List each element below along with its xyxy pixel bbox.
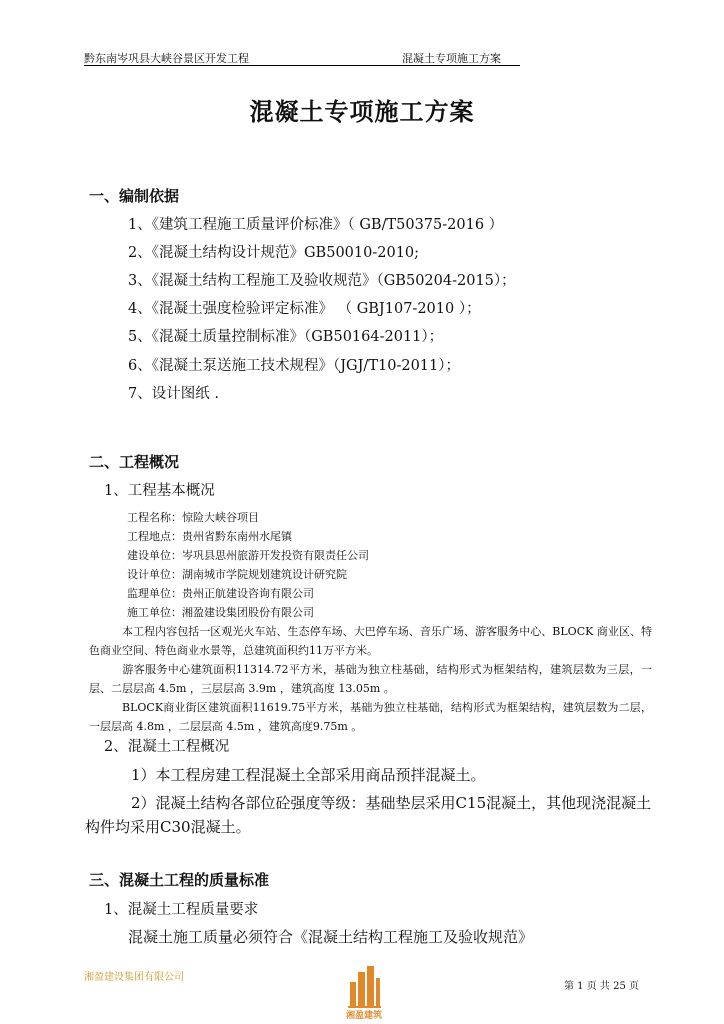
section-1-heading: 一、编制依据 [89, 187, 180, 205]
list-item: 1、《建筑工程施工质量评价标准》（ GB/T50375-2016 ） [128, 217, 504, 233]
page-title: 混凝土专项施工方案 [249, 98, 475, 126]
paragraph-text: 游客服务中心建筑面积11314.72平方米，基础为独立柱基础，结构形式为框架结构，建筑层数为三层，一层、二层层高 4.5m ，三层层高 3.9m ，建筑高度 13.05m 。 [89, 663, 652, 695]
overview-paragraph [89, 698, 652, 736]
paragraph-text: 本工程内容包括一区观光火车站、生态停车场、大巴停车场、音乐广场、游客服务中心、BLOCK 商业区、特色商业空间、特色商业水景等，总建筑面积约11万平方米。 [89, 625, 652, 657]
list-item: 7、设计图纸 . [128, 386, 219, 402]
section-2-heading: 二、工程概况 [89, 453, 180, 471]
header-project-name: 黔东南岑巩县大峡谷景区开发工程 [84, 52, 249, 65]
section-3-heading: 三、混凝土工程的质量标准 [89, 871, 270, 889]
subsection-heading: 1、混凝土工程质量要求 [104, 902, 259, 918]
header-doc-title: 混凝土专项施工方案 [402, 52, 501, 65]
project-info-line: 监理单位：贵州正航建设咨询有限公司 [127, 587, 314, 600]
overview-paragraph [89, 660, 652, 698]
concrete-item: 1）本工程房建工程混凝土全部采用商品预拌混凝土。 [131, 766, 486, 784]
svg-text:湘盈建筑: 湘盈建筑 [345, 1011, 383, 1020]
list-item: 6、《混凝土泵送施工技术规程》（JGJ/T10-2011）； [128, 358, 460, 374]
list-item: 3、《混凝土结构工程施工及验收规范》（GB50204-2015）； [128, 273, 516, 289]
footer-company: 湘盈建设集团有限公司 [84, 972, 184, 983]
header-rule [84, 65, 520, 66]
concrete-item: 2）混凝土结构各部位砼强度等级：基础垫层采用C15混凝土，其他现浇混凝土构件均采用C30混凝土。 [85, 794, 652, 836]
list-item: 4、《混凝土强度检验评定标准》 （ GBJ107-2010 ）； [128, 301, 481, 317]
project-info-line: 建设单位：岑巩县思州旅游开发投资有限责任公司 [127, 549, 369, 562]
overview-paragraph [89, 622, 652, 660]
project-info-line: 工程名称：惊险大峡谷项目 [127, 511, 259, 524]
project-info-line: 设计单位：湖南城市学院规划建筑设计研究院 [127, 568, 347, 581]
subsection-heading: 2、混凝土工程概况 [104, 739, 230, 755]
subsection-heading: 1、工程基本概况 [104, 483, 215, 499]
page-number: 第 1 页 共 25 页 [564, 981, 639, 992]
body-line: 混凝土施工质量必须符合《混凝土结构工程施工及验收规范》 [128, 928, 534, 946]
project-info-line: 工程地点：贵州省黔东南州水尾镇 [127, 530, 292, 543]
paragraph-text: BLOCK商业街区建筑面积11619.75平方米，基础为独立柱基础，结构形式为框架结构，建筑层数为二层，一层层高 4.8m ，二层层高 4.5m ，建筑高度9.75m 。 [89, 701, 652, 733]
company-logo [345, 962, 383, 1020]
list-item: 2、《混凝土结构设计规范》GB50010-2010; [128, 245, 420, 261]
project-info-line: 施工单位：湘盈建设集团股份有限公司 [127, 606, 314, 619]
list-item: 5、《混凝土质量控制标准》（GB50164-2011）； [128, 329, 444, 345]
